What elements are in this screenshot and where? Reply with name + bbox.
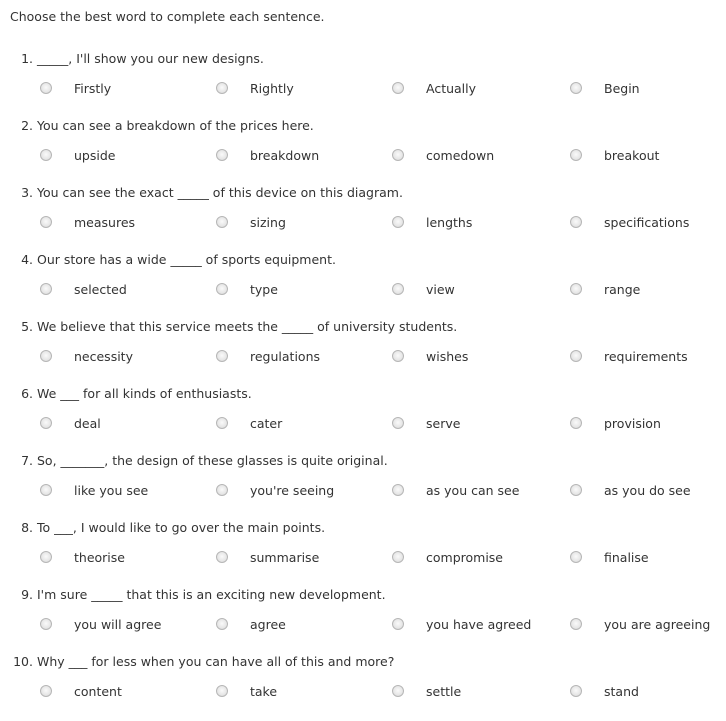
radio-button[interactable] <box>570 417 582 429</box>
option-label[interactable]: upside <box>74 148 116 163</box>
option-label[interactable]: requirements <box>604 349 688 364</box>
option-label[interactable]: type <box>250 282 278 297</box>
question-3 <box>0 185 726 252</box>
option-label[interactable]: take <box>250 684 278 699</box>
radio-button[interactable] <box>392 484 404 496</box>
question-10 <box>0 654 726 721</box>
question-9 <box>0 587 726 654</box>
option-label[interactable]: Actually <box>426 81 477 96</box>
radio-button[interactable] <box>570 551 582 563</box>
question-prompt <box>0 118 314 133</box>
question-2 <box>0 118 726 185</box>
question-text: We ___ for all kinds of enthusiasts. <box>37 386 252 401</box>
radio-button[interactable] <box>40 350 52 362</box>
question-text: You can see the exact _____ of this device on this diagram. <box>37 185 403 200</box>
option-label[interactable]: specifications <box>604 215 690 230</box>
question-number: 7. <box>21 453 33 468</box>
radio-button[interactable] <box>570 618 582 630</box>
question-text: You can see a breakdown of the prices here. <box>37 118 314 133</box>
option-label[interactable]: breakout <box>604 148 660 163</box>
option-label[interactable]: wishes <box>426 349 469 364</box>
option-label[interactable]: view <box>426 282 455 297</box>
radio-button[interactable] <box>392 350 404 362</box>
question-text: Our store has a wide _____ of sports equipment. <box>37 252 336 267</box>
radio-button[interactable] <box>570 484 582 496</box>
option-label[interactable]: comedown <box>426 148 495 163</box>
radio-button[interactable] <box>216 350 228 362</box>
radio-button[interactable] <box>570 283 582 295</box>
option-label[interactable]: you have agreed <box>426 617 532 632</box>
question-number: 10. <box>13 654 33 669</box>
option-label[interactable]: as you do see <box>604 483 691 498</box>
radio-button[interactable] <box>392 618 404 630</box>
question-4 <box>0 252 726 319</box>
instructions-text: Choose the best word to complete each sentence. <box>10 9 325 24</box>
question-number: 8. <box>21 520 33 535</box>
question-number: 6. <box>21 386 33 401</box>
question-text: _____, I'll show you our new designs. <box>37 51 264 66</box>
option-label[interactable]: summarise <box>250 550 320 565</box>
option-label[interactable]: regulations <box>250 349 321 364</box>
option-label[interactable]: Firstly <box>74 81 112 96</box>
question-8 <box>0 520 726 587</box>
radio-button[interactable] <box>392 551 404 563</box>
radio-button[interactable] <box>216 417 228 429</box>
option-label[interactable]: finalise <box>604 550 649 565</box>
option-label[interactable]: content <box>74 684 122 699</box>
radio-button[interactable] <box>216 149 228 161</box>
question-text: Why ___ for less when you can have all of this and more? <box>37 654 395 669</box>
radio-button[interactable] <box>40 618 52 630</box>
radio-button[interactable] <box>392 149 404 161</box>
radio-button[interactable] <box>216 82 228 94</box>
question-6 <box>0 386 726 453</box>
question-text: So, _______, the design of these glasses is quite original. <box>37 453 388 468</box>
option-label[interactable]: like you see <box>74 483 149 498</box>
question-prompt <box>0 51 264 66</box>
radio-button[interactable] <box>216 484 228 496</box>
radio-button[interactable] <box>216 216 228 228</box>
radio-button[interactable] <box>40 216 52 228</box>
option-label[interactable]: cater <box>250 416 283 431</box>
question-prompt <box>0 520 325 535</box>
radio-button[interactable] <box>40 417 52 429</box>
radio-button[interactable] <box>392 283 404 295</box>
option-label[interactable]: you're seeing <box>250 483 335 498</box>
question-number: 3. <box>21 185 33 200</box>
question-number: 2. <box>21 118 33 133</box>
radio-button[interactable] <box>40 484 52 496</box>
option-label[interactable]: breakdown <box>250 148 320 163</box>
radio-button[interactable] <box>392 216 404 228</box>
radio-button[interactable] <box>216 283 228 295</box>
option-label[interactable]: Rightly <box>250 81 294 96</box>
question-prompt <box>0 185 403 200</box>
question-text: I'm sure _____ that this is an exciting new development. <box>37 587 386 602</box>
question-prompt <box>0 386 252 401</box>
radio-button[interactable] <box>392 685 404 697</box>
option-label[interactable]: as you can see <box>426 483 520 498</box>
radio-button[interactable] <box>216 551 228 563</box>
option-label[interactable]: you will agree <box>74 617 162 632</box>
radio-button[interactable] <box>570 350 582 362</box>
option-label[interactable]: serve <box>426 416 461 431</box>
radio-button[interactable] <box>392 82 404 94</box>
radio-button[interactable] <box>570 82 582 94</box>
radio-button[interactable] <box>216 685 228 697</box>
option-label[interactable]: lengths <box>426 215 473 230</box>
radio-button[interactable] <box>40 82 52 94</box>
question-number: 4. <box>21 252 33 267</box>
question-prompt <box>0 252 336 267</box>
option-label[interactable]: compromise <box>426 550 503 565</box>
question-number: 5. <box>21 319 33 334</box>
option-label[interactable]: measures <box>74 215 136 230</box>
option-label[interactable]: selected <box>74 282 127 297</box>
question-number: 1. <box>21 51 33 66</box>
question-1 <box>0 51 726 118</box>
question-number: 9. <box>21 587 33 602</box>
option-label[interactable]: Begin <box>604 81 640 96</box>
question-text: We believe that this service meets the _____ of university students. <box>37 319 458 334</box>
option-label[interactable]: theorise <box>74 550 125 565</box>
question-prompt <box>0 453 388 468</box>
radio-button[interactable] <box>570 149 582 161</box>
question-7 <box>0 453 726 520</box>
option-label[interactable]: agree <box>250 617 286 632</box>
option-label[interactable]: provision <box>604 416 661 431</box>
question-5 <box>0 319 726 386</box>
radio-button[interactable] <box>40 551 52 563</box>
radio-button[interactable] <box>40 149 52 161</box>
radio-button[interactable] <box>392 417 404 429</box>
option-label[interactable]: you are agreeing <box>604 617 711 632</box>
option-label[interactable]: stand <box>604 684 639 699</box>
option-label[interactable]: settle <box>426 684 462 699</box>
option-label[interactable]: necessity <box>74 349 133 364</box>
radio-button[interactable] <box>40 283 52 295</box>
option-label[interactable]: deal <box>74 416 101 431</box>
question-prompt <box>0 587 386 602</box>
question-text: To ___, I would like to go over the main points. <box>37 520 326 535</box>
option-label[interactable]: range <box>604 282 641 297</box>
question-prompt <box>0 654 394 669</box>
radio-button[interactable] <box>40 685 52 697</box>
radio-button[interactable] <box>570 216 582 228</box>
radio-button[interactable] <box>570 685 582 697</box>
option-label[interactable]: sizing <box>250 215 286 230</box>
radio-button[interactable] <box>216 618 228 630</box>
question-prompt <box>0 319 457 334</box>
